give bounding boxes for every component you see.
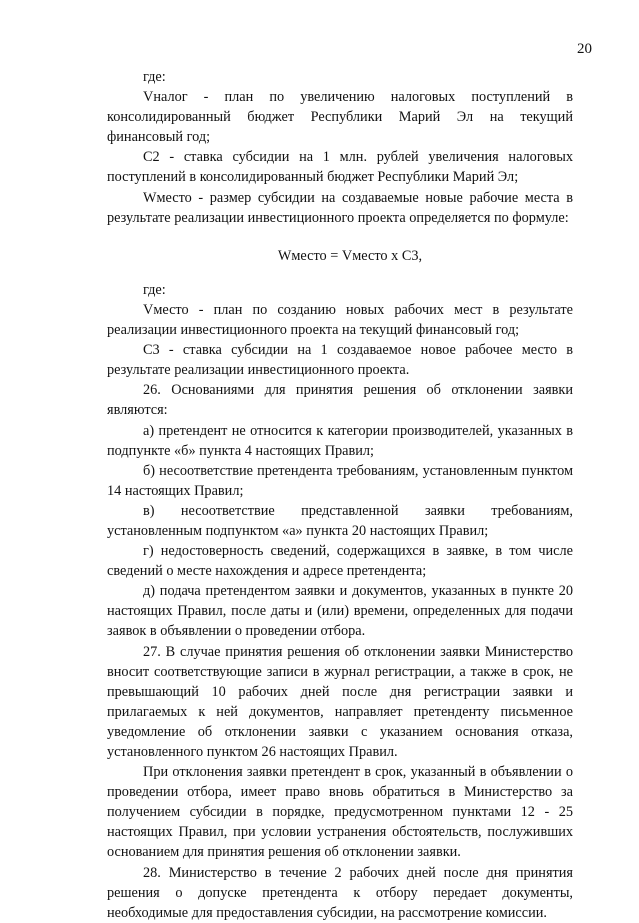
clause-26: 26. Основаниями для принятия решения об отклонении заявки являются: bbox=[107, 382, 573, 419]
definition-v-nalog: Vналог - план по увеличению налоговых поступлений в консолидированный бюджет Республики Марий Эл на текущий финансовый год; bbox=[107, 89, 573, 146]
definition-v-mesto: Vместо - план по созданию новых рабочих мест в результате реализации инвестиционного проекта на текущий финансовый год; bbox=[107, 301, 573, 339]
where-label-1: где: bbox=[143, 69, 166, 85]
clause-27: 27. В случае принятия решения об отклонении заявки Министерство вносит соответствующие записи в журнал регистрации, а также в срок, не превышающий 10 рабочих дней после дня регистрации заявки и прилагаемых к ней документов, направляет претенденту письменное уведомление об отклонении заявки с указанием основания отказа, установленного пунктом 26 настоящих Правил. bbox=[107, 643, 573, 760]
formula-w-mesto: Wместо = Vместо х С3, bbox=[277, 247, 423, 264]
clause-27-repeat: При отклонения заявки претендент в срок, указанный в объявлении о проведении отбора, имеет право вновь обратиться в Министерство за получением субсидии в порядке, предусмотренном пунктами 12 - 25 настоящих Правил, при условии устранения обстоятельств, послуживших основанием для принятия решения об отклонении заявки. bbox=[107, 764, 573, 861]
definition-c2: С2 - ставка субсидии на 1 млн. рублей увеличения налоговых поступлений в консолидированный бюджет Республики Марий Эл; bbox=[107, 149, 573, 186]
clause-26-g: г) недостоверность сведений, содержащихся в заявке, в том числе сведений о месте нахождения и адресе претендента; bbox=[107, 543, 573, 580]
clause-26-v: в) несоответствие представленной заявки требованиям, установленным подпунктом «а» пункта 20 настоящих Правил; bbox=[107, 502, 573, 539]
clause-26-b: б) несоответствие претендента требованиям, установленным пунктом 14 настоящих Правил; bbox=[107, 462, 573, 499]
clause-28: 28. Министерство в течение 2 рабочих дней после дня принятия решения о допуске претендента к отбору передает документы, необходимые для предоставления субсидии, на рассмотрение комиссии. bbox=[107, 864, 573, 921]
definition-c3: С3 - ставка субсидии на 1 создаваемое новое рабочее место в результате реализации инвестиционного проекта. bbox=[107, 342, 573, 379]
clause-26-a: а) претендент не относится к категории производителей, указанных в подпункте «б» пункта 4 настоящих Правил; bbox=[107, 422, 573, 459]
definition-w-mesto: Wместо - размер субсидии на создаваемые новые рабочие места в результате реализации инвестиционного проекта определяется по формуле: bbox=[107, 189, 573, 226]
document-body bbox=[107, 67, 573, 923]
where-label-2: где: bbox=[143, 281, 166, 298]
clause-26-d: д) подача претендентом заявки и документов, указанных в пункте 20 настоящих Правил, после даты и (или) времени, определенных для подачи заявок в объявлении о проведении отбора. bbox=[107, 583, 573, 640]
page-number: 20 bbox=[577, 41, 592, 57]
